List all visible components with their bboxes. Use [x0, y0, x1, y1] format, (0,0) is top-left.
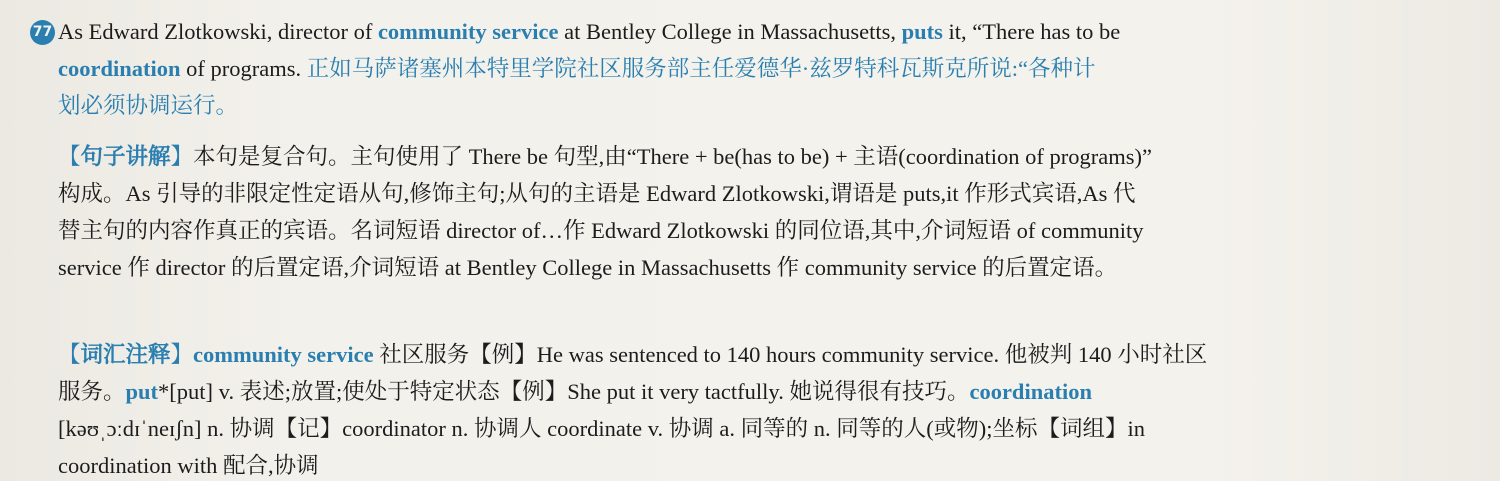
vocab-line-3: [kəʊˌɔːdɪˈneɪʃn] n. 协调【记】coordinator n. 协调人 coordinate v. 协调 a. 同等的 n. 同等的人(或物);坐标【词组】in [58, 416, 1145, 441]
analysis-line-2: 构成。As 引导的非限定性定语从句,修饰主句;从句的主语是 Edward Zlotkowski,谓语是 puts,it 作形式宾语,As 代 [58, 181, 1136, 206]
analysis-label: 【句子讲解】 [58, 144, 194, 169]
keyword-coordination: coordination [58, 56, 181, 81]
sentence-translation-end: 划必须协调运行。 [58, 93, 239, 118]
analysis-line-1: 【句子讲解】本句是复合句。主句使用了 There be 句型,由“There + be(has to be) + 主语(coordination of programs)” [58, 144, 1152, 169]
sentence-number-badge: 77 [30, 20, 55, 45]
keyword-community-service: community service [377, 19, 559, 44]
sentence-translation: 正如马萨诸塞州本特里学院社区服务部主任爱德华·兹罗特科瓦斯克所说:“各种计 [306, 56, 1096, 81]
vocab-label: 【词汇注释】 [58, 342, 194, 367]
vocab-line-2: 服务。put*[put] v. 表述;放置;使处于特定状态【例】She put it very tactfully. 她说得很有技巧。coordination [58, 379, 1092, 404]
analysis-line-4: service 作 director 的后置定语,介词短语 at Bentley College in Massachusetts 作 community service 的后置定语。 [58, 255, 1118, 280]
vocab-term-put: put [125, 379, 159, 404]
keyword-puts: puts [901, 19, 943, 44]
sentence-line-2: coordination of programs. 正如马萨诸塞州本特里学院社区服务部主任爱德华·兹罗特科瓦斯克所说:“各种计 [58, 56, 1096, 81]
vocab-term-coordination: coordination [969, 379, 1092, 404]
vocab-line-1: 【词汇注释】community service 社区服务【例】He was sentenced to 140 hours community service. 他被判 140 小时社区 [58, 342, 1208, 367]
vocab-line-4: coordination with 配合,协调 [58, 453, 319, 478]
vocab-term-community-service: community service [193, 342, 374, 367]
sentence-line-1: 77 As Edward Zlotkowski, director of community service at Bentley College in Massachusetts, puts it, “There has to be [30, 14, 1432, 50]
analysis-line-3: 替主句的内容作真正的宾语。名词短语 director of…作 Edward Zlotkowski 的同位语,其中,介词短语 of community [58, 218, 1144, 243]
